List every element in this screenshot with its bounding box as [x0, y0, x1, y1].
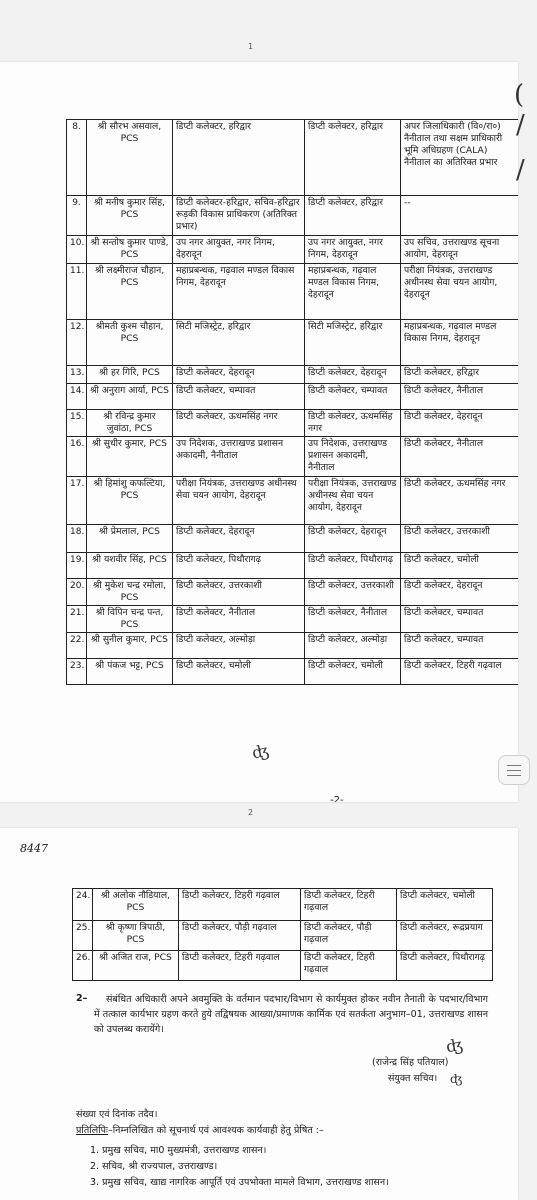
additional-charge-cell: डिप्टी कलेक्टर, पिथौरागढ़	[397, 951, 493, 981]
officer-name-cell: श्री अनुराग आर्या, PCS	[87, 384, 173, 410]
additional-charge-cell: परीक्षा नियंत्रक, उत्तराखण्ड अधीनस्थ सेवा चयन आयोग, देहरादून	[401, 264, 519, 320]
current-posting-cell: डिप्टी कलेक्टर, पिथौरागढ़	[173, 553, 305, 579]
officer-name-cell: श्री यशवीर सिंह, PCS	[87, 553, 173, 579]
table-row	[67, 659, 519, 685]
signature-mark: ʤ	[450, 1072, 463, 1086]
table-row	[67, 264, 519, 320]
table-row	[67, 633, 519, 659]
additional-charge-cell: डिप्टी कलेक्टर, हरिद्वार	[401, 366, 519, 384]
additional-charge-cell: डिप्टी कलेक्टर, नैनीताल	[401, 437, 519, 477]
serial-number-cell: 17.	[67, 477, 87, 525]
serial-number-cell: 19.	[67, 553, 87, 579]
officer-name-cell: श्री कृष्णा त्रिपाठी, PCS	[93, 921, 179, 951]
new-posting-cell: महाप्रबन्धक, गढ़वाल मण्डल विकास निगम, देहरादून	[305, 264, 401, 320]
current-posting-cell: डिप्टी कलेक्टर-हरिद्वार, सचिव-हरिद्वार रूड़की विकास प्राधिकरण (अतिरिक्त प्रभार)	[173, 196, 305, 236]
officer-name-cell: श्री सन्तोष कुमार पाण्डे, PCS	[87, 236, 173, 264]
officer-name-cell: श्री मनीष कुमार सिंह, PCS	[87, 196, 173, 236]
additional-charge-cell: उप सचिव, उत्तराखण्ड सूचना आयोग, देहरादून	[401, 236, 519, 264]
new-posting-cell: उप नगर आयुक्त, नगर निगम, देहरादून	[305, 236, 401, 264]
current-posting-cell: डिप्टी कलेक्टर, पौड़ी गढ़वाल	[179, 921, 301, 951]
new-posting-cell: परीक्षा नियंत्रक, उत्तराखण्ड अधीनस्थ सेवा चयन आयोग, देहरादून	[305, 477, 401, 525]
corner-note: 8447	[20, 842, 48, 855]
table-row	[73, 951, 493, 981]
current-posting-cell: सिटी मजिस्ट्रेट, हरिद्वार	[173, 320, 305, 366]
officer-name-cell: श्रीमती कुश्म चौहान, PCS	[87, 320, 173, 366]
current-posting-cell: डिप्टी कलेक्टर, टिहरी गढ़वाल	[179, 951, 301, 981]
additional-charge-cell: डिप्टी कलेक्टर, ऊधमसिंह नगर	[401, 477, 519, 525]
page-marker-middle: 2	[248, 808, 254, 817]
additional-charge-cell: डिप्टी कलेक्टर, टिहरी गढ़वाल	[401, 659, 519, 685]
current-posting-cell: डिप्टी कलेक्टर, हरिद्वार	[173, 120, 305, 196]
serial-number-cell: 12.	[67, 320, 87, 366]
serial-number-cell: 26.	[73, 951, 93, 981]
table-row	[67, 579, 519, 606]
serial-number-cell: 22.	[67, 633, 87, 659]
para2-text: संबंधित अधिकारी अपने अवमुक्ति के वर्तमान पदभार/विभाग से कार्यमुक्त होकर नवीन तैनाती के पदभार/विभाग में तत्काल कार्यभार ग्रहण करते हुये तद्विषयक आख्या/प्रमाणक कार्मिक एवं सतर्कता अनुभाग–01, उत्तराखण्ड शासन को उपलब्ध करायेंगे।	[94, 994, 488, 1035]
signatory-name: (राजेन्द्र सिंह पतियाल)	[372, 1057, 449, 1068]
table-row	[67, 477, 519, 525]
officer-name-cell: श्री प्रेमलाल, PCS	[87, 525, 173, 553]
table-row	[67, 606, 519, 633]
table-row	[67, 384, 519, 410]
copy-item-3: 3. प्रमुख सचिव, खाद्य नागरिक आपूर्ति एवं उपभोक्ता मामले विभाग, उत्तराखण्ड शासन।	[90, 1177, 389, 1188]
margin-mark: /	[516, 110, 525, 140]
table-row	[67, 366, 519, 384]
signature: ʤ	[444, 1034, 465, 1057]
additional-charge-cell: डिप्टी कलेक्टर, देहरादून	[401, 579, 519, 606]
current-posting-cell: डिप्टी कलेक्टर, चम्पावत	[173, 384, 305, 410]
new-posting-cell: डिप्टी कलेक्टर, उत्तरकाशी	[305, 579, 401, 606]
current-posting-cell: डिप्टी कलेक्टर, देहरादून	[173, 366, 305, 384]
copy-text: –निम्नलिखित को सूचनार्थ एवं आवश्यक कार्यवाही हेतु प्रेषित :–	[107, 1125, 324, 1136]
current-posting-cell: परीक्षा नियंत्रक, उत्तराखण्ड अधीनस्थ सेवा चयन आयोग, देहरादून	[173, 477, 305, 525]
new-posting-cell: डिप्टी कलेक्टर, नैनीताल	[305, 606, 401, 633]
serial-number-cell: 8.	[67, 120, 87, 196]
serial-number-cell: 20.	[67, 579, 87, 606]
page-marker-top: 1	[248, 42, 254, 51]
new-posting-cell: डिप्टी कलेक्टर, चमोली	[305, 659, 401, 685]
current-posting-cell: डिप्टी कलेक्टर, उत्तरकाशी	[173, 579, 305, 606]
officer-name-cell: श्री मुकेश चन्द्र रमोला, PCS	[87, 579, 173, 606]
table-row	[67, 553, 519, 579]
new-posting-cell: डिप्टी कलेक्टर, टिहरी गढ़वाल	[301, 951, 397, 981]
additional-charge-cell: महाप्रबन्धक, गढ़वाल मण्डल विकास निगम, देहरादून	[401, 320, 519, 366]
signatory-title: संयुक्त सचिव।	[388, 1073, 438, 1084]
margin-mark: /	[516, 155, 525, 185]
additional-charge-cell: डिप्टी कलेक्टर, चम्पावत	[401, 633, 519, 659]
serial-number-cell: 15.	[67, 410, 87, 437]
table-row	[67, 196, 519, 236]
new-posting-cell: डिप्टी कलेक्टर, देहरादून	[305, 525, 401, 553]
officer-name-cell: श्री सुधीर कुमार, PCS	[87, 437, 173, 477]
current-posting-cell: उप निदेशक, उत्तराखण्ड प्रशासन अकादमी, नैनीताल	[173, 437, 305, 477]
table-row	[73, 921, 493, 951]
para2-number: 2–	[76, 993, 88, 1004]
additional-charge-cell: डिप्टी कलेक्टर, चमोली	[401, 553, 519, 579]
reference-line: संख्या एवं दिनांक तदैव।	[76, 1109, 158, 1120]
new-posting-cell: डिप्टी कलेक्टर, देहरादून	[305, 366, 401, 384]
serial-number-cell: 24.	[73, 889, 93, 921]
officer-name-cell: श्री पंकज भट्ट, PCS	[87, 659, 173, 685]
new-posting-cell: डिप्टी कलेक्टर, हरिद्वार	[305, 196, 401, 236]
serial-number-cell: 18.	[67, 525, 87, 553]
new-posting-cell: डिप्टी कलेक्टर, टिहरी गढ़वाल	[301, 889, 397, 921]
additional-charge-cell: डिप्टी कलेक्टर, चम्पावत	[401, 606, 519, 633]
officer-name-cell: श्री हिमांशु कफल्टिया, PCS	[87, 477, 173, 525]
serial-number-cell: 21.	[67, 606, 87, 633]
officer-name-cell: श्री हर गिरि, PCS	[87, 366, 173, 384]
officer-name-cell: श्री अजित राज, PCS	[93, 951, 179, 981]
table-row	[67, 410, 519, 437]
table-row	[67, 525, 519, 553]
table-row	[67, 437, 519, 477]
additional-charge-cell: डिप्टी कलेक्टर, चमोली	[397, 889, 493, 921]
additional-charge-cell: डिप्टी कलेक्टर, देहरादून	[401, 410, 519, 437]
officer-name-cell: श्री लक्ष्मीराज चौहान, PCS	[87, 264, 173, 320]
current-posting-cell: महाप्रबन्धक, गढ़वाल मण्डल विकास निगम, देहरादून	[173, 264, 305, 320]
document-page-1	[0, 62, 518, 802]
current-posting-cell: डिप्टी कलेक्टर, टिहरी गढ़वाल	[179, 889, 301, 921]
officer-name-cell: श्री सुनील कुमार, PCS	[87, 633, 173, 659]
table-row	[73, 889, 493, 921]
new-posting-cell: डिप्टी कलेक्टर, पौड़ी गढ़वाल	[301, 921, 397, 951]
serial-number-cell: 13.	[67, 366, 87, 384]
copy-item-1: 1. प्रमुख सचिव, मा0 मुख्यमंत्री, उत्तराखण्ड शासन।	[90, 1145, 267, 1156]
copy-line	[76, 1124, 324, 1138]
serial-number-cell: 9.	[67, 196, 87, 236]
additional-charge-cell: डिप्टी कलेक्टर, उत्तरकाशी	[401, 525, 519, 553]
page-footer-number: -2-	[330, 795, 344, 802]
additional-charge-cell: --	[401, 196, 519, 236]
officer-name-cell: श्री रविन्द्र कुमार जुवांठा, PCS	[87, 410, 173, 437]
transfer-table-1	[66, 119, 518, 685]
additional-charge-cell: डिप्टी कलेक्टर, नैनीताल	[401, 384, 519, 410]
serial-number-cell: 23.	[67, 659, 87, 685]
initial-mark: ʤ	[250, 740, 271, 763]
copy-label: प्रतिलिपिः	[76, 1125, 108, 1136]
current-posting-cell: डिप्टी कलेक्टर, देहरादून	[173, 525, 305, 553]
menu-button[interactable]	[498, 755, 530, 785]
new-posting-cell: सिटी मजिस्ट्रेट, हरिद्वार	[305, 320, 401, 366]
additional-charge-cell: डिप्टी कलेक्टर, रूद्रप्रयाग	[397, 921, 493, 951]
new-posting-cell: डिप्टी कलेक्टर, ऊधमसिंह नगर	[305, 410, 401, 437]
current-posting-cell: डिप्टी कलेक्टर, नैनीताल	[173, 606, 305, 633]
current-posting-cell: डिप्टी कलेक्टर, अल्मोड़ा	[173, 633, 305, 659]
table-row	[67, 320, 519, 366]
additional-charge-cell: अपर जिलाधिकारी (वि०/रा०) नैनीताल तथा सक्षम प्राधिकारी भूमि अधिग्रहण (CALA) नैनीताल का अतिरिक्त प्रभार	[401, 120, 519, 196]
margin-mark: (	[514, 80, 525, 110]
table-row	[67, 120, 519, 196]
table-row	[67, 236, 519, 264]
serial-number-cell: 11.	[67, 264, 87, 320]
new-posting-cell: उप निदेशक, उत्तराखण्ड प्रशासन अकादमी, नैनीताल	[305, 437, 401, 477]
serial-number-cell: 14.	[67, 384, 87, 410]
current-posting-cell: डिप्टी कलेक्टर, चमोली	[173, 659, 305, 685]
serial-number-cell: 10.	[67, 236, 87, 264]
serial-number-cell: 16.	[67, 437, 87, 477]
current-posting-cell: उप नगर आयुक्त, नगर निगम, देहरादून	[173, 236, 305, 264]
serial-number-cell: 25.	[73, 921, 93, 951]
new-posting-cell: डिप्टी कलेक्टर, हरिद्वार	[305, 120, 401, 196]
officer-name-cell: श्री सौरभ असवाल, PCS	[87, 120, 173, 196]
officer-name-cell: श्री विपिन चन्द्र पन्त, PCS	[87, 606, 173, 633]
new-posting-cell: डिप्टी कलेक्टर, अल्मोड़ा	[305, 633, 401, 659]
officer-name-cell: श्री अलोक नौडियाल, PCS	[93, 889, 179, 921]
transfer-table-2	[72, 888, 493, 981]
new-posting-cell: डिप्टी कलेक्टर, पिथौरागढ़	[305, 553, 401, 579]
new-posting-cell: डिप्टी कलेक्टर, चम्पावत	[305, 384, 401, 410]
copy-item-2: 2. सचिव, श्री राज्यपाल, उत्तराखण्ड।	[90, 1161, 218, 1172]
document-page-2	[0, 828, 518, 1200]
current-posting-cell: डिप्टी कलेक्टर, ऊधमसिंह नगर	[173, 410, 305, 437]
